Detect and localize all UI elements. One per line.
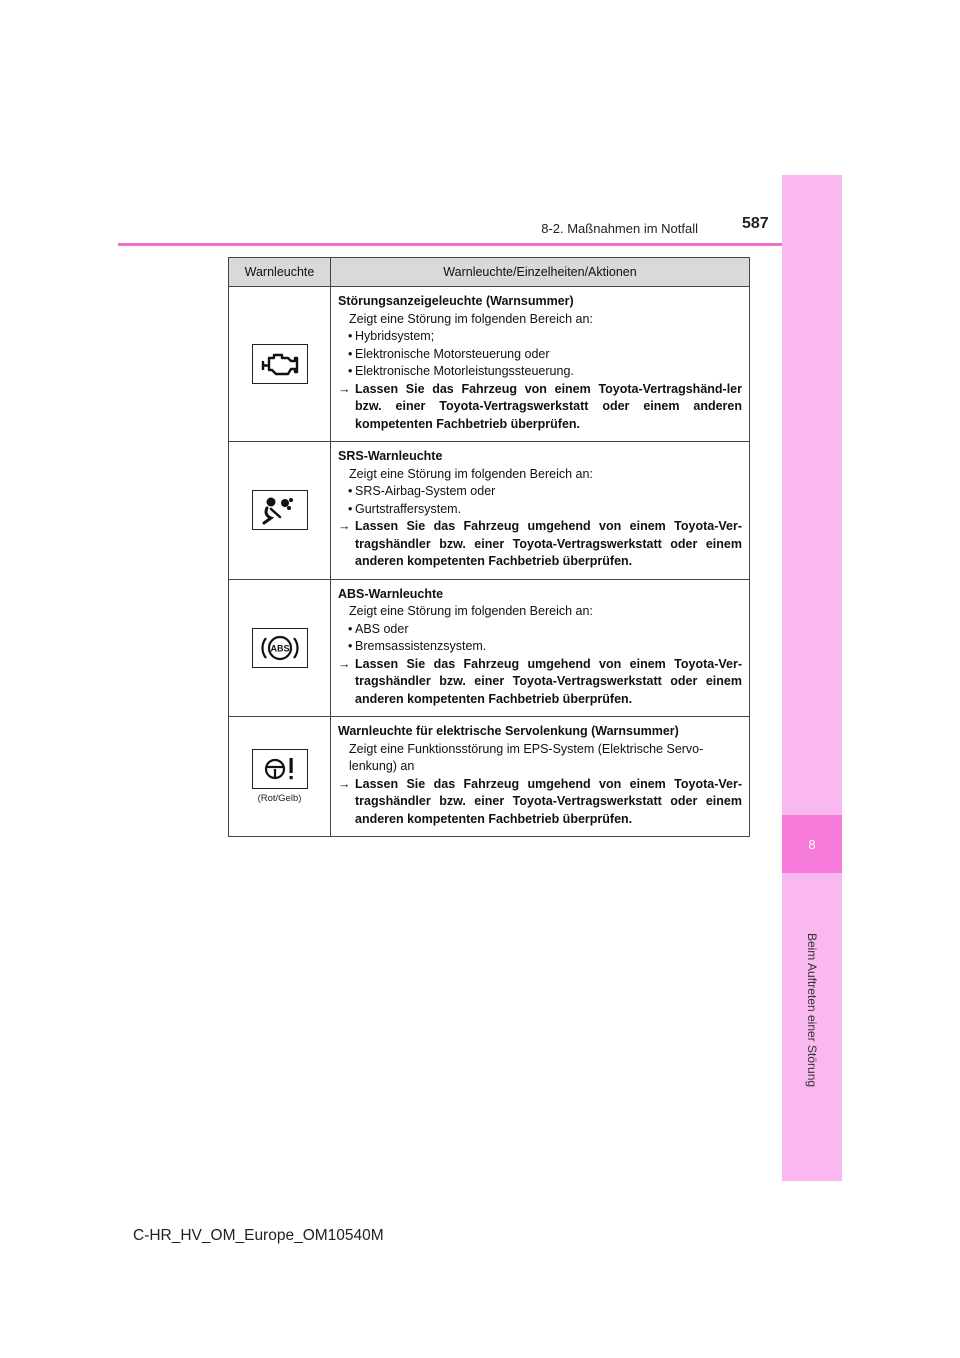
action-text xyxy=(338,656,742,709)
action-label: Lassen Sie das Fahrzeug von einem Toyota-Vertragshänd-ler bzw. einer Toyota-Vertragswerkstatt oder einem anderen kompetenten Fachbetrieb überprüfen. xyxy=(355,381,742,431)
action-label: Lassen Sie das Fahrzeug umgehend von einem Toyota-Ver-tragshändler bzw. einer Toyota-Vertragswerkstatt oder einem anderen kompetenten Fachbetrieb überprüfen. xyxy=(355,519,742,568)
srs-airbag-icon xyxy=(252,490,308,530)
list-item: • Bremsassistenzsystem. xyxy=(338,638,742,656)
arrow-icon: → xyxy=(338,519,351,533)
warning-description: Zeigt eine Störung im folgenden Bereich an: xyxy=(349,604,593,618)
table-row xyxy=(229,717,750,837)
arrow-icon: → xyxy=(338,776,351,791)
warning-title: Störungsanzeigeleuchte (Warnsummer) xyxy=(338,294,574,308)
list-item: • Elektronische Motorleistungssteuerung. xyxy=(338,363,742,381)
chapter-title: Beim Auftreten einer Störung xyxy=(805,932,819,1088)
section-title: 8-2. Maßnahmen im Notfall xyxy=(541,221,698,236)
action-label: Lassen Sie das Fahrzeug umgehend von einem Toyota-Ver-tragshändler bzw. einer Toyota-Vertragswerkstatt oder einem anderen kompetenten Fachbetrieb überprüfen. xyxy=(355,656,742,706)
table-row xyxy=(229,442,750,580)
list-item: • SRS-Airbag-System oder xyxy=(338,483,742,501)
column-header-details: Warnleuchte/Einzelheiten/Aktionen xyxy=(331,258,750,287)
document-id: C-HR_HV_OM_Europe_OM10540M xyxy=(133,1227,384,1244)
warning-title: Warnleuchte für elektrische Servolenkung (Warnsummer) xyxy=(338,724,679,738)
page-number: 587 xyxy=(742,215,769,232)
action-text xyxy=(338,776,742,829)
action-label: Lassen Sie das Fahrzeug umgehend von einem Toyota-Ver-tragshändler bzw. einer Toyota-Vertragswerkstatt oder einem anderen kompetenten Fachbetrieb überprüfen. xyxy=(355,776,742,826)
table-row xyxy=(229,579,750,717)
power-steering-icon xyxy=(252,749,308,789)
warning-description: Zeigt eine Störung im folgenden Bereich an: xyxy=(349,466,593,481)
warning-description: Zeigt eine Störung im folgenden Bereich an: xyxy=(349,311,593,326)
warning-light-table xyxy=(228,257,750,837)
chapter-number-tab[interactable]: 8 xyxy=(782,815,842,873)
table-row xyxy=(229,287,750,442)
engine-check-icon xyxy=(252,344,308,384)
column-header-warnleuchte: Warnleuchte xyxy=(229,258,331,287)
abs-icon xyxy=(252,628,308,668)
warning-title: ABS-Warnleuchte xyxy=(338,586,444,601)
header-rule xyxy=(118,243,782,246)
icon-color-note: (Rot/Gelb) xyxy=(257,793,302,804)
action-text xyxy=(338,518,742,571)
list-item: • ABS oder xyxy=(338,621,742,639)
list-item: • Gurtstraffersystem. xyxy=(338,501,742,519)
arrow-icon: → xyxy=(338,656,351,671)
action-text xyxy=(338,381,742,434)
warning-title: SRS-Warnleuchte xyxy=(338,449,443,463)
abs-icon-label: ABS xyxy=(269,643,290,654)
arrow-icon: → xyxy=(338,381,351,396)
list-item: • Elektronische Motorsteuerung oder xyxy=(338,346,742,364)
list-item: • Hybridsystem; xyxy=(338,328,742,346)
warning-description: Zeigt eine Funktionsstörung im EPS-System (Elektrische Servo-lenkung) an xyxy=(349,741,704,773)
